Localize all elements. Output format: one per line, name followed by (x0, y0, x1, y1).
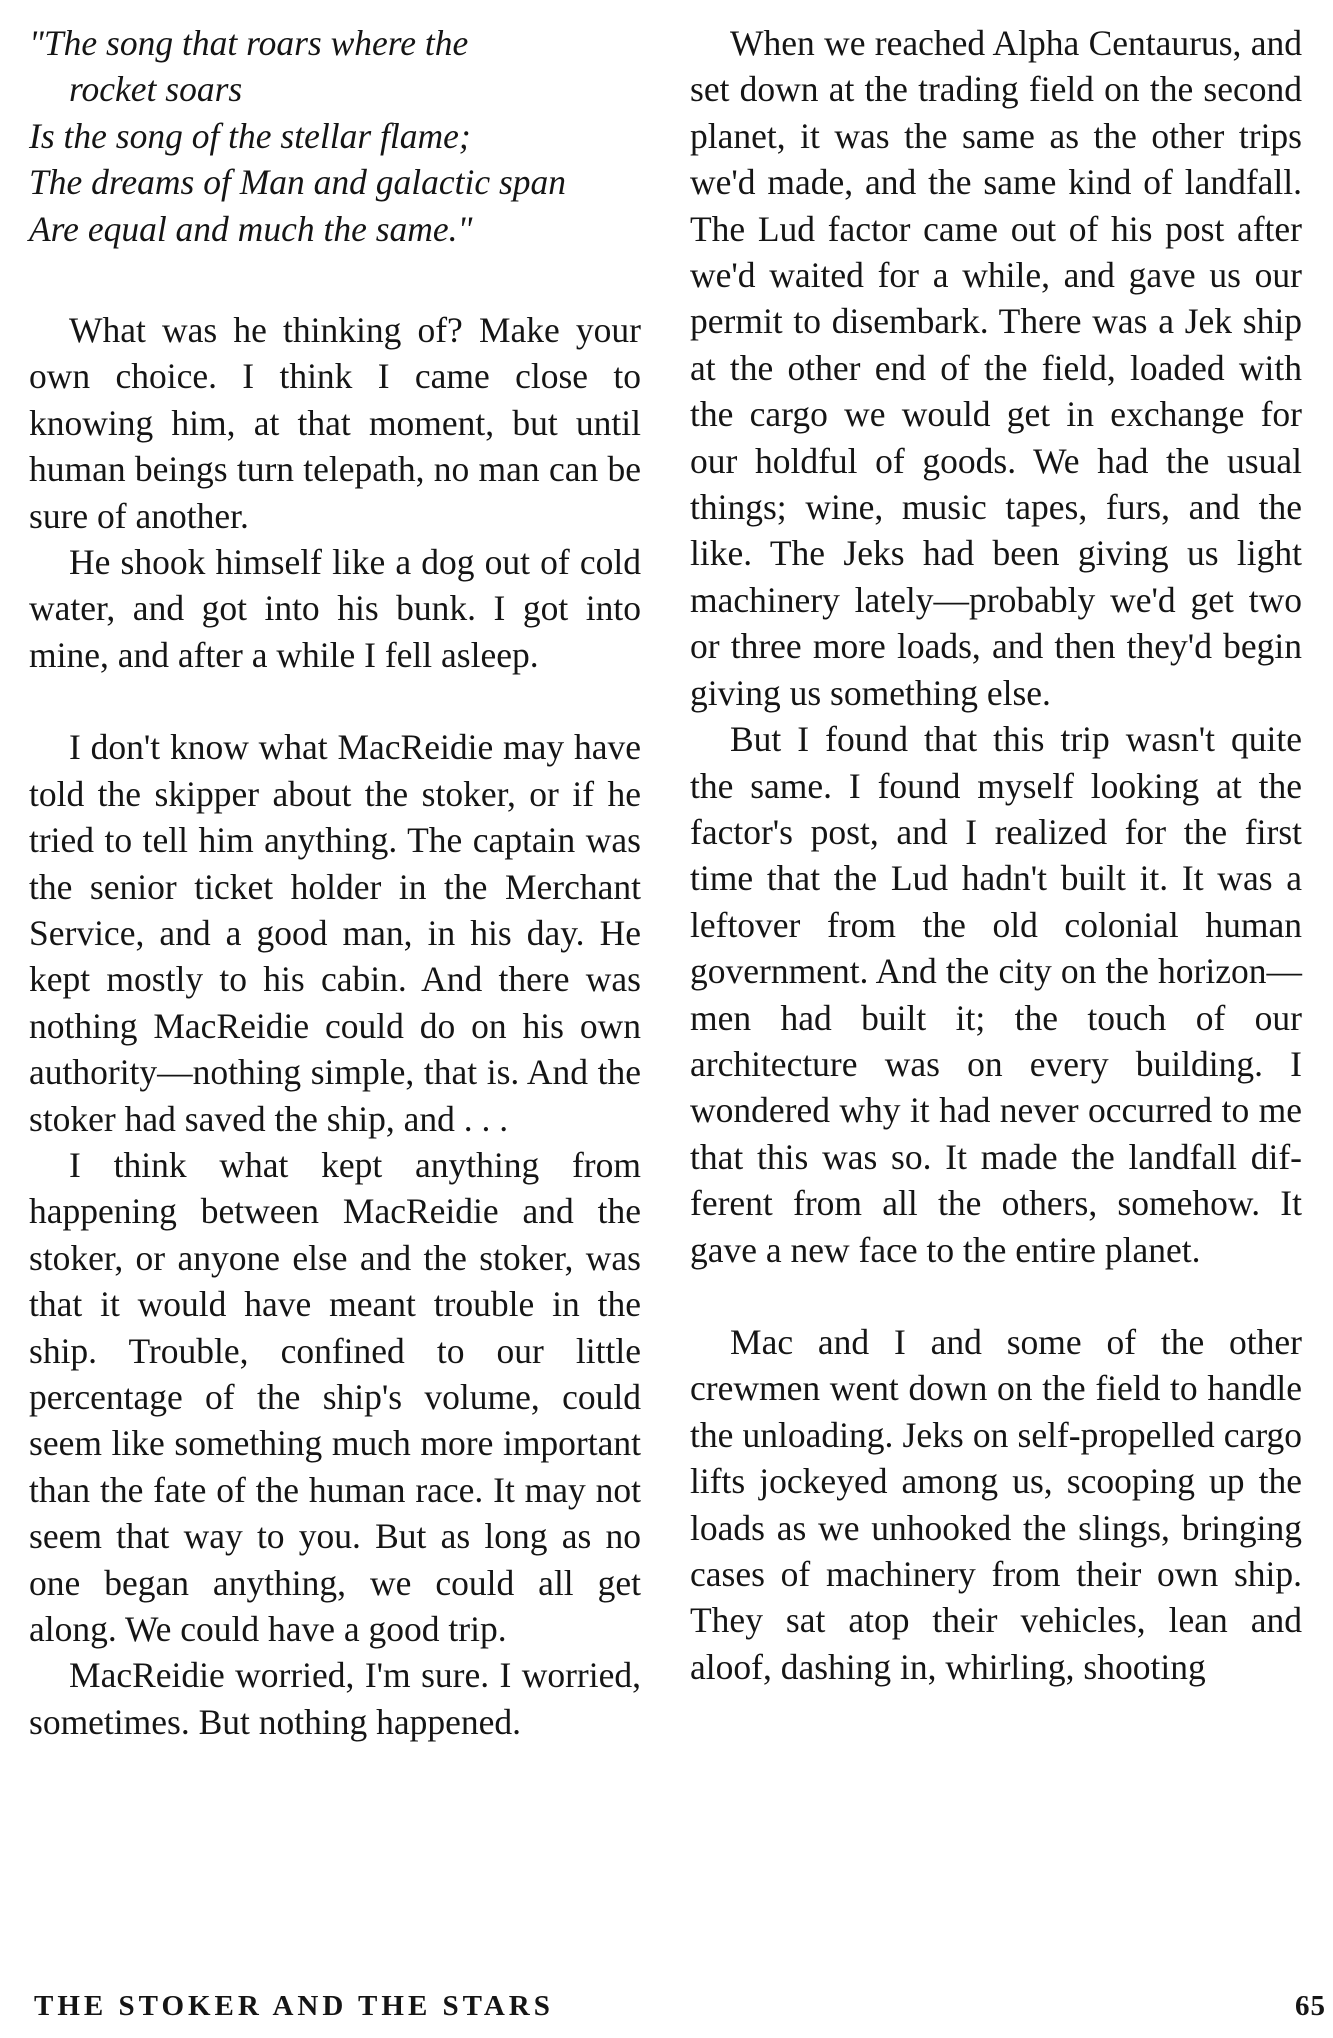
poem-line: rocket soars (69, 69, 243, 110)
paragraph: What was he thinking of? Make your own choice. I think I came close to knowing him, at that moment, but until human beings turn telepath, no man can be sure of another. (29, 310, 641, 536)
paragraph: But I found that this trip wasn't quite the same. I found myself looking at the factor's post, and I realized for the first time that the Lud hadn't built it. It was a leftover from the old colonial human government. And the city on the horizon—men had built it; the touch of our architecture was on every building. I wondered why it had never occurred to me that this was so. It made the landfall different from all the others, somehow. It gave a new face to the entire planet. (690, 719, 1302, 1270)
poem-line: Is the song of the stellar flame; (29, 115, 471, 156)
section-break (29, 678, 641, 724)
left-column (29, 20, 641, 1745)
paragraph: Mac and I and some of the other crewmen went down on the field to handle the unloading. Jeks on self-propelled cargo lifts jockeyed among us, scooping up the loads as we unhooked the slings, bringing cases of machinery from their own ship. They sat atop their vehicles, lean and aloof, dashing in, whirling, shooting (690, 1321, 1302, 1687)
page-number: 65 (1295, 1990, 1326, 2022)
paragraph: When we reached Alpha Centaurus, and set down at the trading field on the second planet, it was the same as the other trips we'd made, and the same kind of landfall. The Lud factor came out of his post after we'd waited for a while, and gave us our permit to disembark. There was a Jek ship at the other end of the field, loaded with the cargo we would get in exchange for our holdful of goods. We had the usual things; wine, music tapes, furs, and the like. The Jeks had been giving us light machinery lately—probably we'd get two or three more loads, and then they'd begin giving us something else. (690, 23, 1302, 713)
right-column (690, 20, 1302, 1690)
running-title: THE STOKER AND THE STARS (34, 1990, 554, 2022)
paragraph: He shook himself like a dog out of cold water, and got into his bunk. I got into mine, and after a while I fell asleep. (29, 542, 641, 675)
poem-epigraph (29, 20, 641, 252)
paragraph: I don't know what MacReidie may have told the skipper about the stoker, or if he tried to tell him anything. The captain was the senior ticket holder in the Merchant Service, and a good man, in his day. He kept mostly to his cabin. And there was nothing MacReidie could do on his own authority—nothing simple, that is. And the stoker had saved the ship, and . . . (29, 727, 641, 1139)
paragraph: MacReidie worried, I'm sure. I worried, sometimes. But nothing happened. (29, 1655, 641, 1742)
poem-line: "The song that roars where the (29, 23, 469, 63)
poem-line: The dreams of Man and galactic span (29, 162, 567, 203)
section-break (690, 1273, 1302, 1319)
paragraph: I think what kept anything from happening between MacReidie and the stoker, or anyone else and the stoker, was that it would have meant trouble in the ship. Trouble, confined to our little percentage of the ship's volume, could seem like something much more important than the fate of the human race. It may not seem that way to you. But as long as no one began anything, we could all get along. We could have a good trip. (29, 1144, 641, 1649)
poem-line: Are equal and much the same." (29, 208, 473, 249)
